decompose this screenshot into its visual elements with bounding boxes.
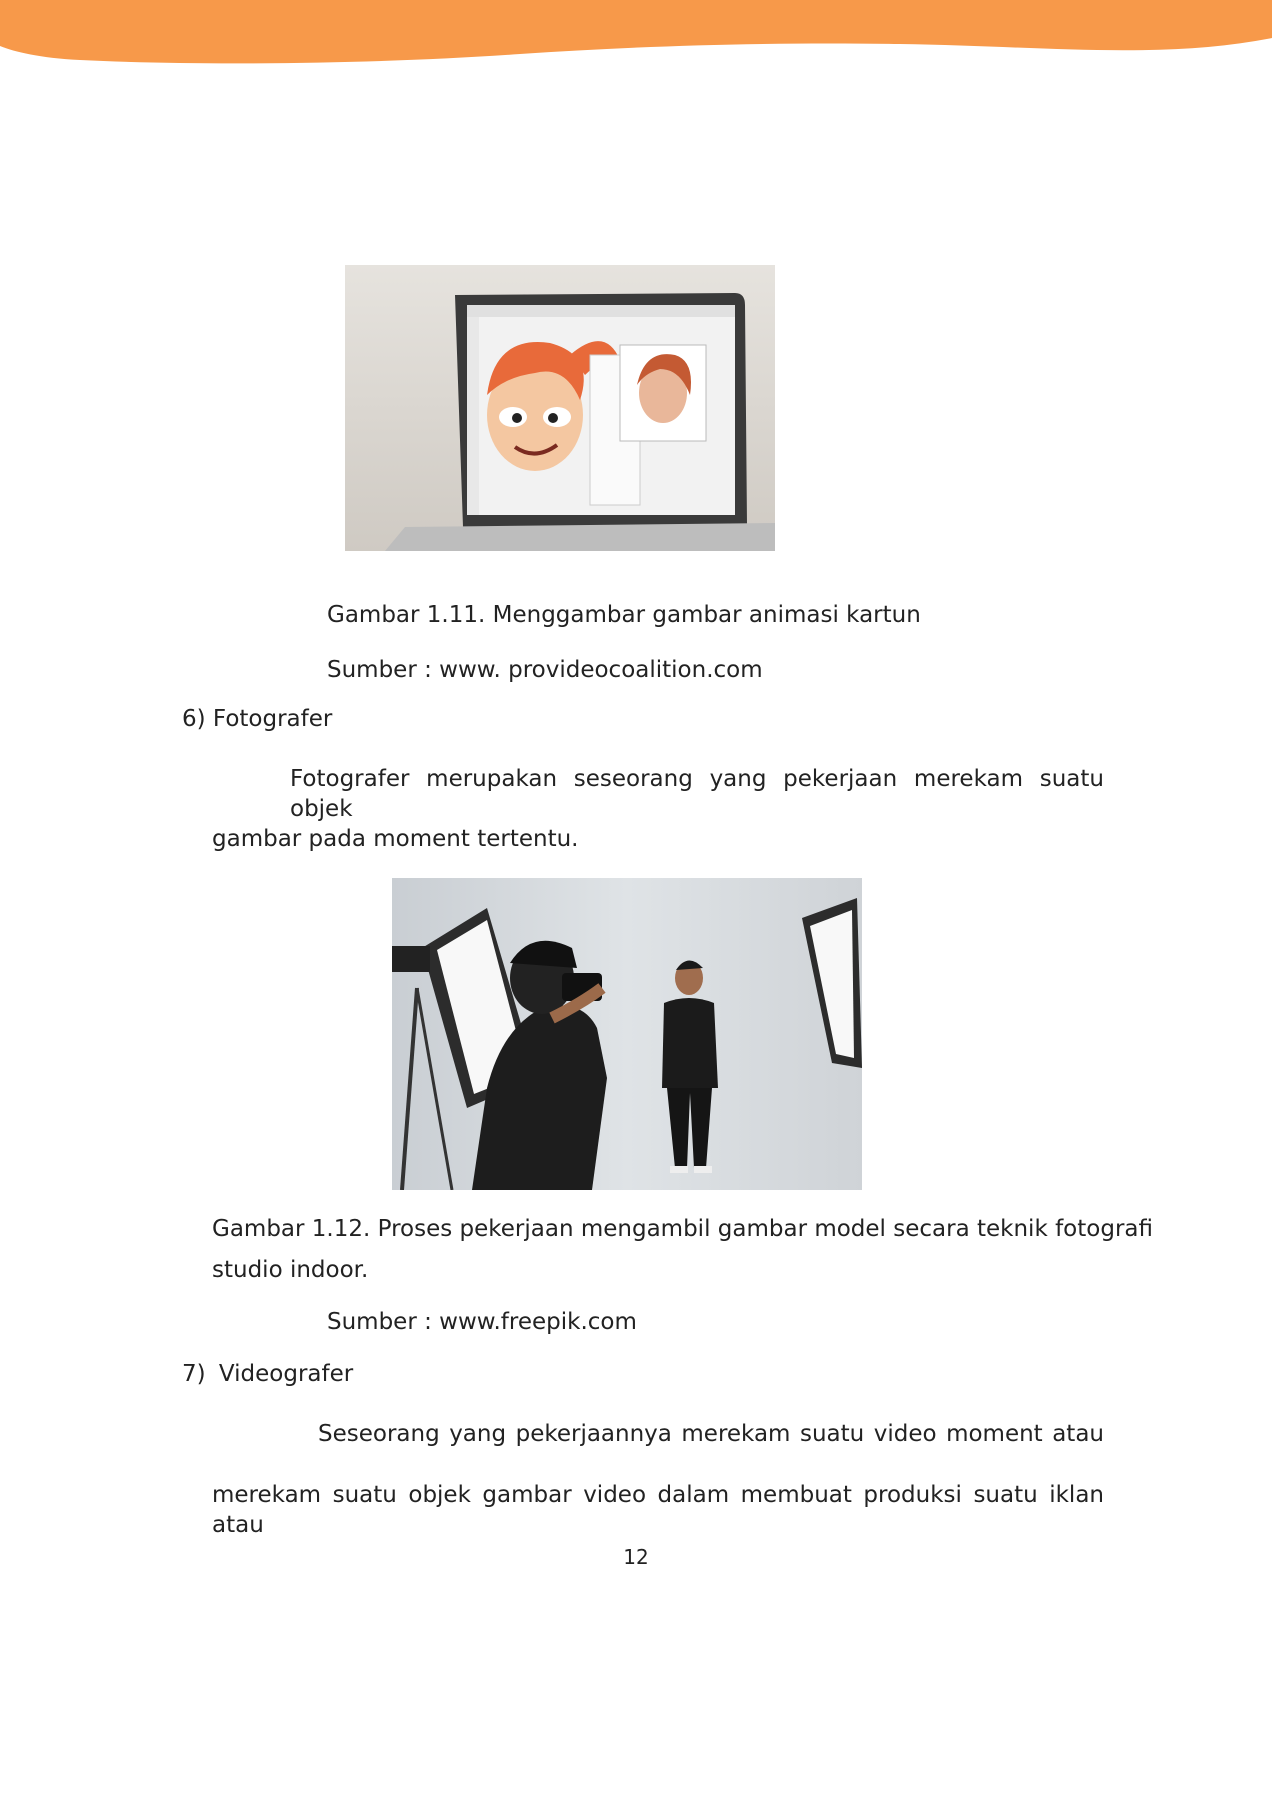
paragraph-line: Fotografer merupakan seseorang yang pekerjaan merekam suatu objek: [290, 766, 1104, 822]
figure-caption: Gambar 1.11. Menggambar gambar animasi kartun: [327, 602, 921, 628]
section-title: Videografer: [218, 1361, 354, 1387]
paragraph-line: gambar pada moment tertentu.: [212, 826, 579, 852]
photographer-studio-photo: [392, 878, 862, 1190]
paragraph-line: Seseorang yang pekerjaannya merekam suatu video moment atau: [318, 1421, 1104, 1447]
section-heading: [182, 704, 332, 734]
figure-source: Sumber : www.freepik.com: [327, 1309, 637, 1335]
section-title: Fotografer: [212, 706, 333, 732]
figure-source: Sumber : www. provideocoalition.com: [327, 657, 763, 683]
section-number: 7): [182, 1361, 206, 1387]
figure-caption: studio indoor.: [212, 1257, 369, 1283]
section-heading: [182, 1359, 353, 1389]
page-number: 12: [623, 1545, 649, 1569]
laptop-cartoon-photo: [345, 265, 775, 551]
section-number: 6): [182, 706, 206, 732]
paragraph-line: merekam suatu objek gambar video dalam membuat produksi suatu iklan atau: [212, 1482, 1104, 1538]
header-wave-banner: [0, 0, 1272, 80]
figure-caption: Gambar 1.12. Proses pekerjaan mengambil gambar model secara teknik fotografi: [212, 1216, 1153, 1242]
